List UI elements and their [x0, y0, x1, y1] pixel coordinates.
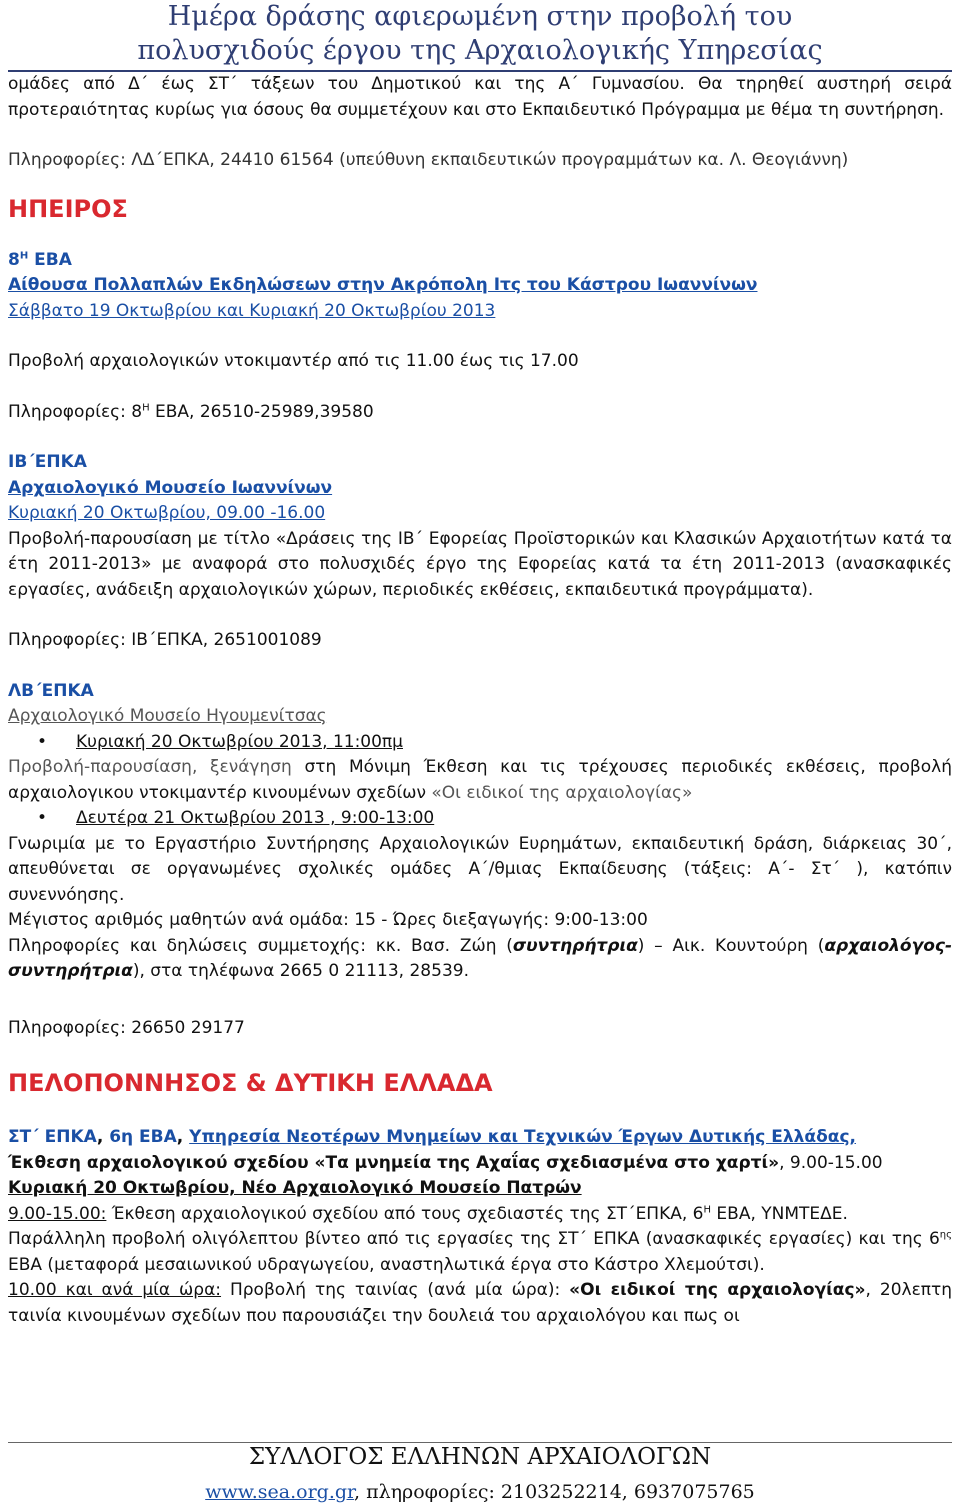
lb-info: Πληροφορίες: 26650 29177: [8, 1017, 245, 1038]
ib-ephorate-title: ΙΒ΄ΕΠΚΑ: [8, 452, 87, 472]
peloponnese-date-venue: Κυριακή 20 Οκτωβρίου, Νέο Αρχαιολογικό Μουσείο Πατρών: [8, 1178, 582, 1198]
eba8-info: Πληροφορίες: $8^H$ ΕΒΑ, 26510-25989,39580: [8, 401, 374, 422]
footer-divider: [8, 1442, 952, 1443]
section-heading-peloponnese: ΠΕΛΟΠΟΝΝΗΣΟΣ & ΔΥΤΙΚΗ ΕΛΛΑΔΑ: [8, 1069, 493, 1097]
footer-org: ΣΥΛΛΟΓΟΣ ΕΛΛΗΝΩΝ ΑΡΧΑΙΟΛΟΓΩΝ: [248, 1444, 712, 1470]
lb-bullet-2: • Δευτέρα 21 Οκτωβρίου 2013 , 9:00-13:00: [8, 806, 952, 832]
ib-date: Κυριακή 20 Οκτωβρίου, 09.00 -16.00: [8, 503, 326, 523]
ib-info: Πληροφορίες: ΙΒ΄ΕΠΚΑ, 2651001089: [8, 630, 322, 650]
eba8-description: Προβολή αρχαιολογικών ντοκιμαντέρ από τις 11.00 έως τις 17.00: [8, 351, 579, 371]
section-heading-epirus: ΗΠΕΙΡΟΣ: [8, 194, 128, 223]
eba8-date: Σάββατο 19 Οκτωβρίου και Κυριακή 20 Οκτωβρίου 2013: [8, 300, 496, 321]
lb-bullet-1: • Κυριακή 20 Οκτωβρίου 2013, 11:00πμ: [8, 730, 952, 756]
intro-info: Πληροφορίες: ΛΔ΄ΕΠΚΑ, 24410 61564 (υπεύθυνη εκπαιδευτικών προγραμμάτων κα. Λ. Θεογιάννη): [8, 150, 849, 170]
header-title-line1: Ημέρα δράσης αφιερωμένη στην προβολή του: [167, 1, 793, 32]
intro-paragraph: ομάδες από Δ΄ έως ΣΤ΄ τάξεων του Δημοτικού και της Α΄ Γυμνασίου. Θα τηρηθεί αυστηρή σειρά προτεραιότητας κυρίως για όσους θα συμμετέχουν και στο Εκπαιδευτικό Πρόγραμμα με θέμα τη συντήρηση.: [8, 74, 952, 120]
footer-contact-line: [0, 1481, 960, 1503]
lb-venue: Αρχαιολογικό Μουσείο Ηγουμενίτσας: [8, 706, 327, 726]
footer-contact: , πληροφορίες: 2103252214, 6937075765: [354, 1481, 755, 1503]
eba8-title: $8^H$ ΕΒΑ: [8, 249, 72, 270]
peloponnese-exhibition: Έκθεση αρχαιολογικού σχεδίου «Τα μνημεία της Αχαΐας σχεδιασμένα στο χαρτί», 9.00-15.00: [8, 1152, 883, 1173]
footer-website-link[interactable]: www.sea.org.gr: [205, 1481, 355, 1503]
bullet-icon: •: [37, 808, 48, 828]
bullet-icon: •: [37, 731, 48, 752]
lb-max-students: Μέγιστος αριθμός μαθητών ανά ομάδα: 15 - Ώρες διεξαγωγής: 9:00-13:00: [8, 910, 648, 930]
document-body: [8, 72, 952, 1329]
peloponnese-item-2: Παράλληλη προβολή ολιγόλεπτου βίντεο από τις εργασίες της ΣΤ΄ ΕΠΚΑ (ανασκαφικές εργασίες) και της $6^{\eta\varsigma}$ ΕΒΑ (μεταφορά μεσαιωνικού υδραγωγείου, αναστηλωτικά έργα στο Κάστρο Χλεμούτσι).: [8, 1229, 952, 1275]
ib-description: Προβολή-παρουσίαση με τίτλο «Δράσεις της ΙΒ΄ Εφορείας Προϊστορικών και Κλασικών Αρχαιοτήτων κατά τα έτη 2011-2013» με αναφορά στο πολυσχιδές έργο της Εφορείας κατά τα έτη 2011-2013 (ανασκαφικές εργασίες, ανάδειξη αρχαιολογικών χώρων, περιοδικές εκθέσεις, εκπαιδευτικά προγράμματα).: [8, 528, 952, 600]
eba8-venue: Αίθουσα Πολλαπλών Εκδηλώσεων στην Ακρόπολη Ιτς του Κάστρου Ιωαννίνων: [8, 275, 758, 295]
lb-ephorate-title: ΛΒ΄ΕΠΚΑ: [8, 680, 94, 701]
page-header: [0, 0, 960, 68]
header-title-line2: πολυσχιδούς έργου της Αρχαιολογικής Υπηρεσίας: [137, 35, 823, 66]
lb-contact: Πληροφορίες και δηλώσεις συμμετοχής: κκ. Βασ. Ζώη (συντηρήτρια) – Αικ. Κουντούρη (αρχαιολόγος-συντηρήτρια), στα τηλέφωνα 2665 0 21113, 28539.: [8, 935, 952, 981]
lb-description-1: Προβολή-παρουσίαση, ξενάγηση στη Μόνιμη Έκθεση και τις τρέχουσες περιοδικές εκθέσεις, προβολή αρχαιολογικου ντοκιμαντέρ κινουμένων σχεδίων «Οι ειδικοί της αρχαιολογίας»: [8, 757, 952, 803]
ib-venue: Αρχαιολογικό Μουσείο Ιωαννίνων: [8, 477, 333, 498]
peloponnese-organizers: ΣΤ΄ ΕΠΚΑ, 6η ΕΒΑ, Υπηρεσία Νεοτέρων Μνημείων και Τεχνικών Έργων Δυτικής Ελλάδας,: [8, 1127, 856, 1147]
peloponnese-item-3: 10.00 και ανά μία ώρα: Προβολή της ταινίας (ανά μία ώρα): «Οι ειδικοί της αρχαιολογίας», 20λεπτη ταινία κινουμένων σχεδίων που παρουσιάζει την δουλειά του αρχαιολόγου και πως οι: [8, 1280, 953, 1326]
lb-description-2: Γνωριμία με το Εργαστήριο Συντήρησης Αρχαιολογικών Ευρημάτων, εκπαιδευτική δράση, διάρκειας 30΄, απευθύνεται σε οργανωμένες σχολικές ομάδες Α΄/θμιας Εκπαίδευσης (τάξεις: Α΄- Στ΄ ), κατόπιν συνεννόησης.: [8, 833, 952, 905]
peloponnese-item-1: 9.00-15.00: Έκθεση αρχαιολογικού σχεδίου από τους σχεδιαστές της ΣΤ΄ΕΠΚΑ, $6^H$ ΕΒΑ, ΥΝΜΤΕΔΕ.: [8, 1203, 848, 1224]
